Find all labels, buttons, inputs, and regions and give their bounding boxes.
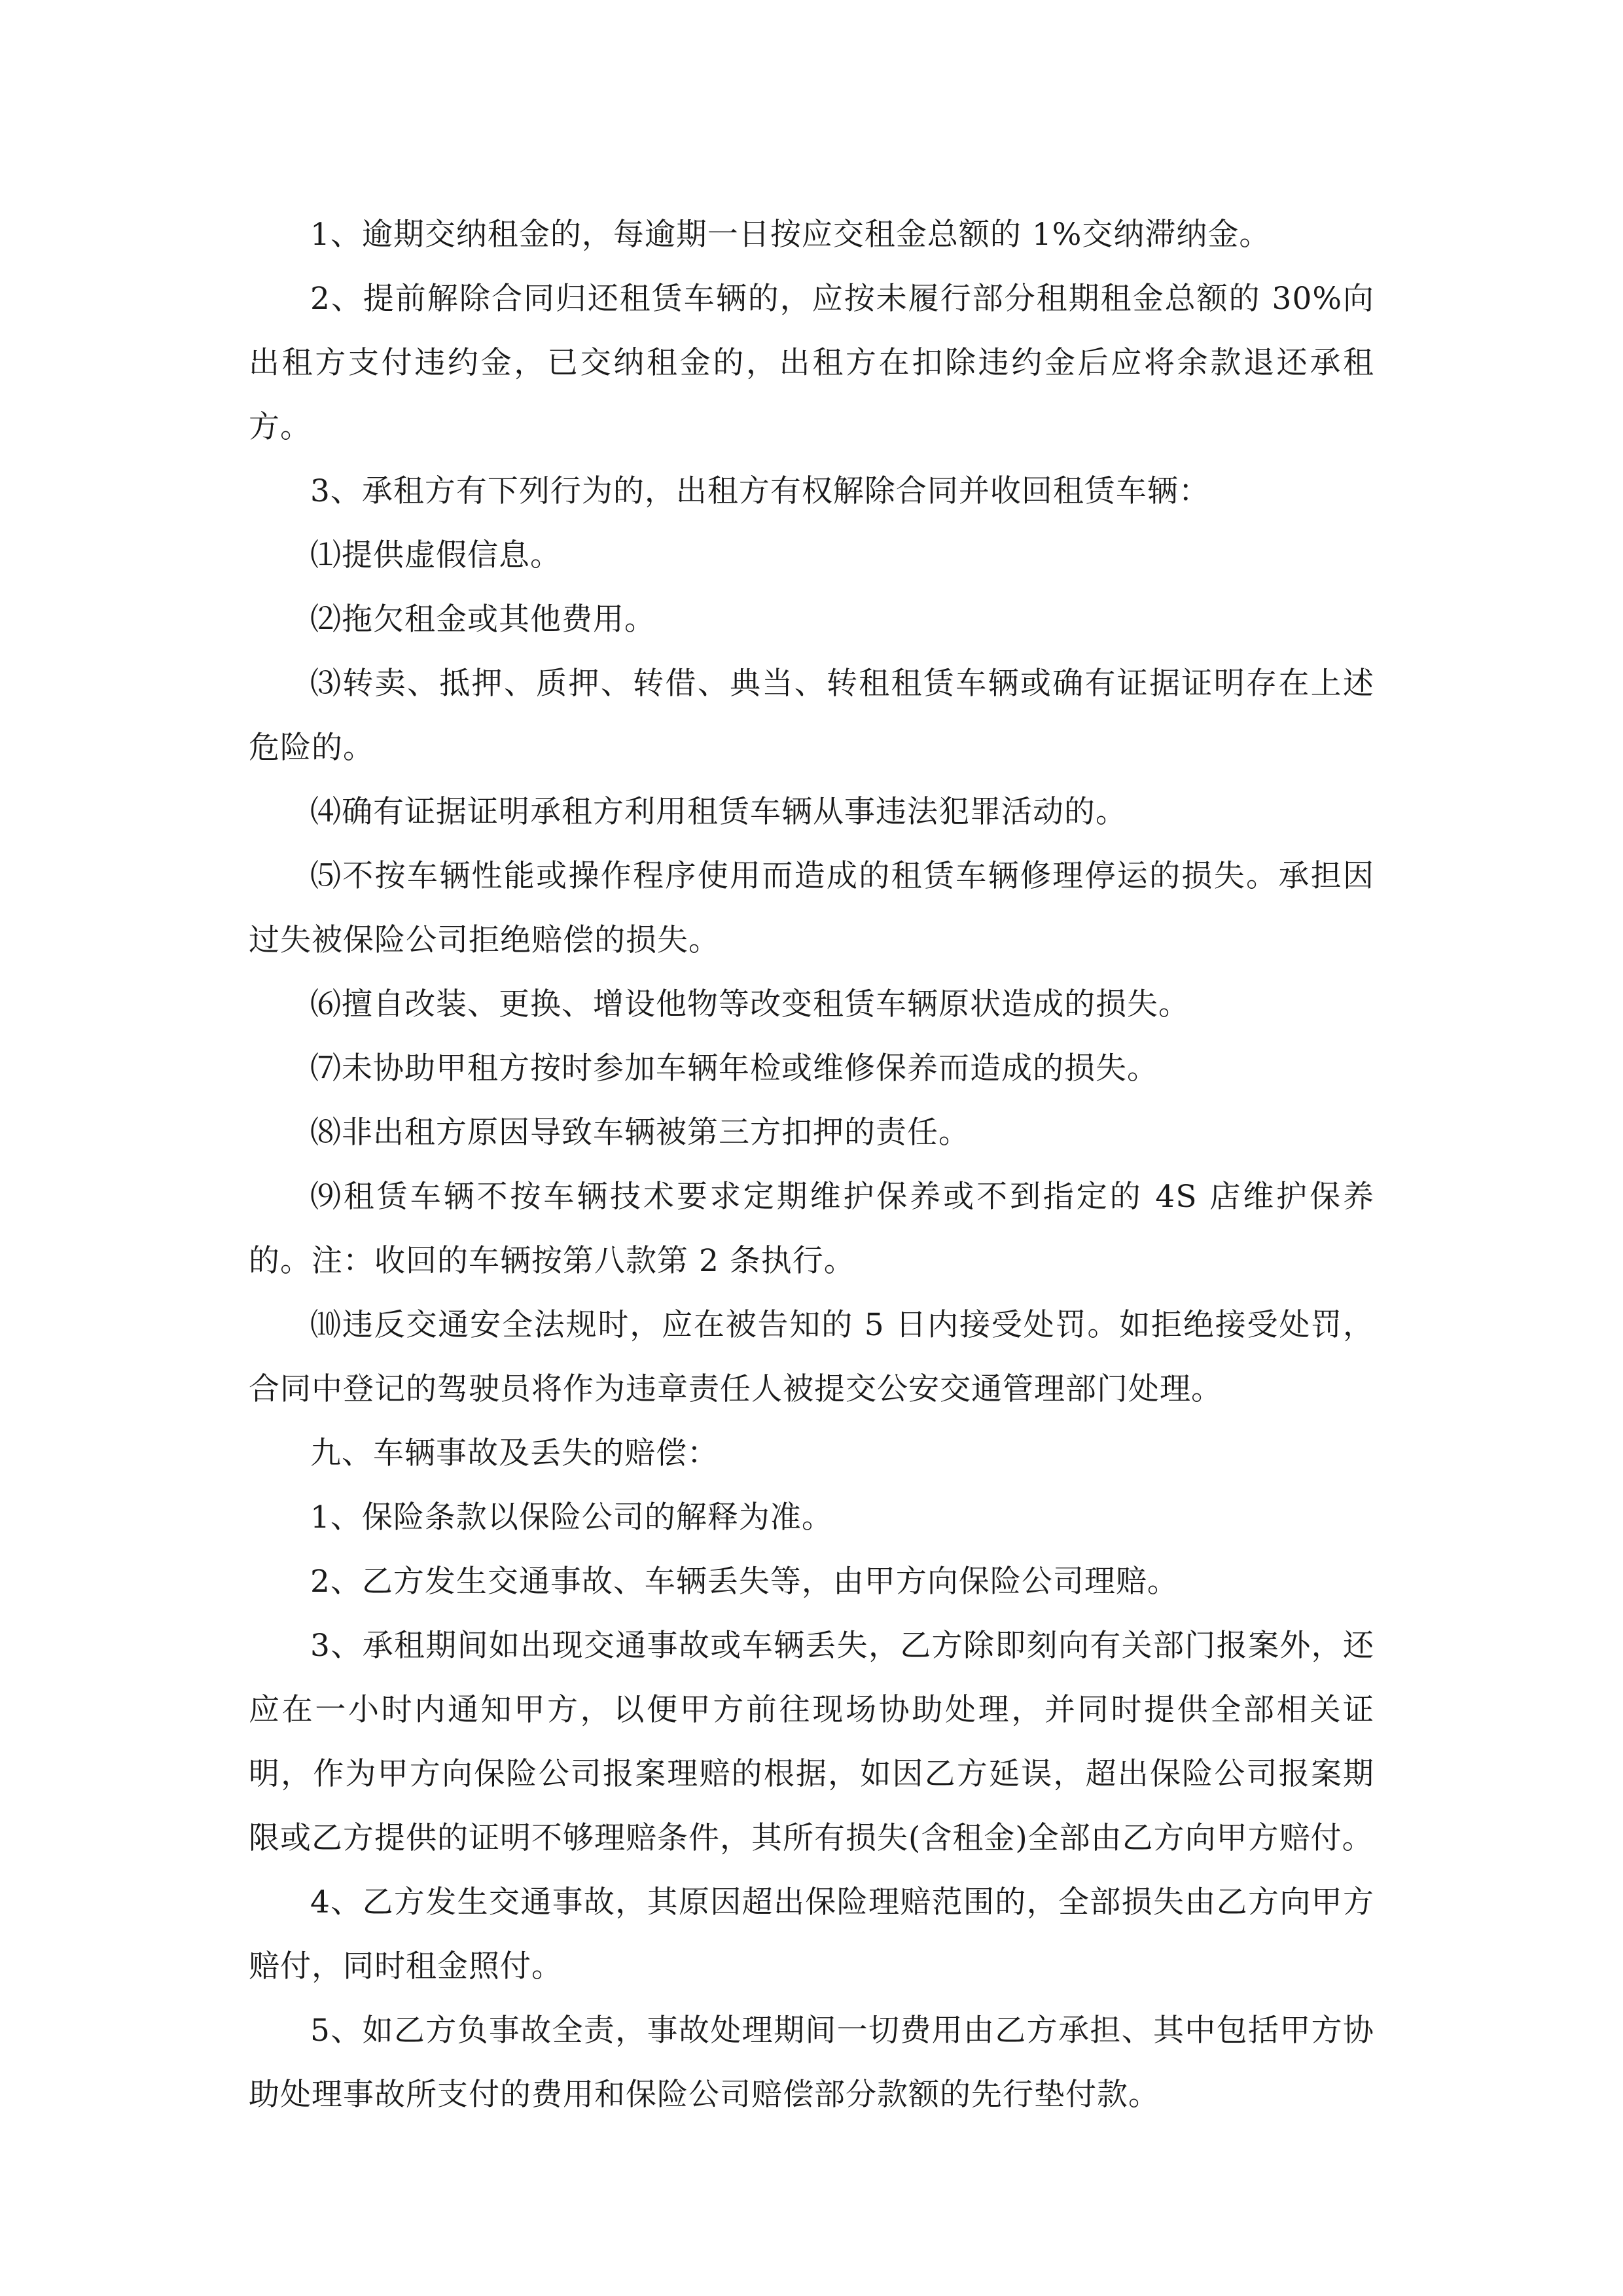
list-item: ⑽违反交通安全法规时，应在被告知的 5 日内接受处罚。如拒绝接受处罚，合同中登记的驾驶员将作为违章责任人被提交公安交通管理部门处理。 — [249, 1307, 1374, 1407]
document-body — [249, 203, 1374, 2127]
list-item: ⑶转卖、抵押、质押、转借、典当、转租租赁车辆或确有证据证明存在上述危险的。 — [249, 666, 1374, 766]
paragraph-early-termination: 2、提前解除合同归还租赁车辆的，应按未履行部分租期租金总额的 30%向出租方支付违约金，已交纳租金的，出租方在扣除违约金后应将余款退还承租方。 — [249, 281, 1374, 445]
list-item: ⑵拖欠租金或其他费用。 — [310, 601, 656, 637]
paragraph-insurance-terms: 1、保险条款以保险公司的解释为准。 — [310, 1499, 833, 1535]
list-item: ⑺未协助甲租方按时参加车辆年检或维修保养而造成的损失。 — [310, 1050, 1158, 1086]
list-item: ⑼租赁车辆不按车辆技术要求定期维护保养或不到指定的 4S 店维护保养的。注：收回的车辆按第八款第 2 条执行。 — [249, 1179, 1374, 1279]
section-heading: 九、车辆事故及丢失的赔偿： — [310, 1435, 719, 1471]
paragraph-claims: 2、乙方发生交通事故、车辆丢失等，由甲方向保险公司理赔。 — [310, 1564, 1179, 1600]
paragraph-late-payment: 1、逾期交纳租金的，每逾期一日按应交租金总额的 1%交纳滞纳金。 — [310, 217, 1271, 253]
list-item: ⑸不按车辆性能或操作程序使用而造成的租赁车辆修理停运的损失。承担因过失被保险公司拒绝赔偿的损失。 — [249, 858, 1374, 958]
list-item: ⑻非出租方原因导致车辆被第三方扣押的责任。 — [310, 1115, 970, 1151]
list-item: ⑷确有证据证明承租方利用租赁车辆从事违法犯罪活动的。 — [310, 794, 1127, 830]
paragraph-termination-rights: 3、承租方有下列行为的，出租方有权解除合同并收回租赁车辆： — [310, 473, 1210, 509]
paragraph-uncovered-losses: 4、乙方发生交通事故，其原因超出保险理赔范围的，全部损失由乙方向甲方赔付，同时租金照付。 — [249, 1884, 1374, 1984]
paragraph-full-liability: 5、如乙方负事故全责，事故处理期间一切费用由乙方承担、其中包括甲方协助处理事故所支付的费用和保险公司赔偿部分款额的先行垫付款。 — [249, 2013, 1374, 2113]
list-item: ⑹擅自改装、更换、增设他物等改变租赁车辆原状造成的损失。 — [310, 986, 1190, 1022]
list-item: ⑴提供虚假信息。 — [310, 537, 562, 573]
paragraph-accident-reporting: 3、承租期间如出现交通事故或车辆丢失，乙方除即刻向有关部门报案外，还应在一小时内通知甲方，以便甲方前往现场协助处理，并同时提供全部相关证明，作为甲方向保险公司报案理赔的根据，如因乙方延误，超出保险公司报案期限或乙方提供的证明不够理赔条件，其所有损失(含租金)全部由乙方向甲方赔付。 — [249, 1628, 1374, 1856]
